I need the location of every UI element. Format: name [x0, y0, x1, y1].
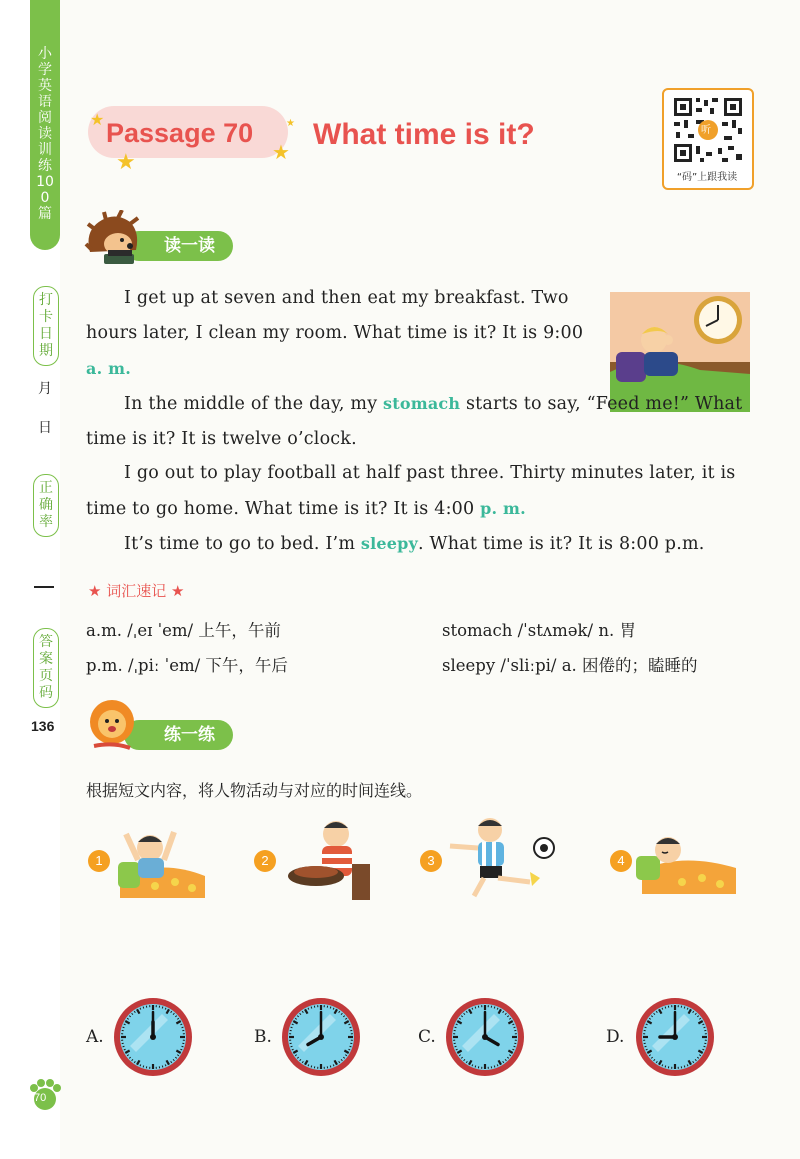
star-icon: ★: [88, 582, 102, 600]
instruction: 根据短文内容，将人物活动与对应的时间连线。: [86, 781, 423, 800]
clock-tick: [143, 1066, 144, 1068]
checkin-date-label: 打卡日期: [33, 286, 59, 366]
clock-tick: [665, 1066, 666, 1068]
star-icon: ★: [90, 110, 105, 129]
clock-tick: [330, 1007, 331, 1009]
clock-center: [150, 1034, 156, 1040]
boy-stretching-in-bed-illustration[interactable]: [110, 818, 210, 898]
paragraph-1: [86, 281, 592, 387]
lion-icon: [84, 696, 144, 754]
clock-tick: [684, 1066, 685, 1068]
vocab-item: p.m. /ˌpiː ˈem/ 下午，午后: [86, 656, 288, 675]
clock-tick: [475, 1066, 476, 1068]
clock-tick: [494, 1066, 495, 1068]
boy-playing-football-illustration[interactable]: [444, 812, 564, 902]
qr-caption: “码”上跟我读: [676, 172, 738, 183]
vocab-item: sleepy /ˈsliːpi/ a. 困倦的；瞌睡的: [442, 656, 698, 675]
divider: [34, 586, 54, 588]
clock-tick: [645, 1046, 647, 1047]
page-title: What time is it?: [313, 118, 535, 151]
option-letter: B.: [254, 1027, 272, 1047]
clock-tick: [494, 1007, 495, 1009]
activity-number: 2: [254, 850, 276, 872]
option-letter: D.: [606, 1027, 625, 1047]
clock-tick: [455, 1046, 457, 1047]
star-icon: ★: [286, 118, 295, 129]
activity-number: 1: [88, 850, 110, 872]
star-icon: ★: [116, 150, 136, 175]
paragraph-3-text: I go out to play football at half past three. Thirty minutes later, it is time to go home. What time is it? It is 4:00: [86, 463, 736, 519]
keyword-sleepy: sleepy: [360, 534, 419, 553]
clock-center: [672, 1034, 678, 1040]
boy-sleeping-illustration[interactable]: [632, 822, 738, 894]
accuracy-label: 正确率: [33, 474, 59, 537]
clock-tick: [330, 1066, 331, 1068]
paragraph-4-text-b: . What time is it? It is 8:00 p.m.: [418, 534, 705, 554]
star-icon: ★: [171, 582, 185, 600]
clock-tick: [514, 1046, 516, 1047]
clock-center: [482, 1034, 488, 1040]
paragraph-4-text-a: It’s time to go to bed. I’m: [124, 534, 361, 554]
clock-center: [318, 1034, 324, 1040]
clock-tick: [311, 1066, 312, 1068]
clock-tick: [123, 1046, 125, 1047]
practice-section-header: 练一练: [124, 720, 233, 750]
vocab-item: a.m. /ˌeɪ ˈem/ 上午，午前: [86, 621, 281, 640]
clock-tick: [162, 1007, 163, 1009]
option-letter: A.: [86, 1027, 104, 1047]
clock-c-icon[interactable]: [444, 996, 526, 1078]
read-section-header: 读一读: [124, 231, 233, 261]
clock-tick: [311, 1007, 312, 1009]
paragraph-4: [86, 526, 750, 562]
paragraph-2-text-a: In the middle of the day, my: [124, 394, 384, 414]
page-number: 70: [34, 1092, 47, 1104]
clock-tick: [475, 1007, 476, 1009]
clock-b-icon[interactable]: [280, 996, 362, 1078]
keyword-pm: p. m.: [480, 499, 526, 518]
paragraph-2: [86, 386, 750, 457]
series-title-tab: [30, 0, 60, 250]
keyword-stomach: stomach: [383, 394, 461, 413]
option-letter: C.: [418, 1027, 436, 1047]
clock-tick: [182, 1046, 184, 1047]
star-icon: ★: [272, 140, 290, 164]
month-label: 月: [38, 381, 52, 397]
clock-tick: [455, 1027, 457, 1028]
answer-page-number: 136: [31, 718, 55, 734]
clock-tick: [291, 1027, 293, 1028]
activity-number: 4: [610, 850, 632, 872]
paragraph-2-text-b: starts to say, “Feed me!” What time is it? It is twelve o’clock.: [86, 394, 743, 449]
boy-eating-lunch-illustration[interactable]: [280, 814, 380, 904]
clock-d-icon[interactable]: [634, 996, 716, 1078]
keyword-am: a. m.: [86, 359, 132, 378]
clock-tick: [291, 1046, 293, 1047]
clock-tick: [665, 1007, 666, 1009]
day-label: 日: [38, 420, 52, 436]
passage-number: Passage 70: [106, 118, 254, 148]
answer-page-label: 答案页码: [33, 628, 59, 708]
clock-tick: [350, 1046, 352, 1047]
hedgehog-icon: [82, 210, 144, 270]
clock-tick: [182, 1027, 184, 1028]
series-title: 小学英语阅读训练100篇: [36, 46, 54, 222]
clock-tick: [350, 1027, 352, 1028]
activity-number: 3: [420, 850, 442, 872]
vocab-heading: [88, 580, 184, 601]
qr-listen-label: 听: [701, 125, 711, 136]
clock-tick: [684, 1007, 685, 1009]
vocab-title: 词汇速记: [106, 582, 167, 600]
paragraph-1-text: I get up at seven and then eat my breakfast. Two hours later, I clean my room. What time is it? It is 9:00: [86, 288, 584, 343]
clock-tick: [143, 1007, 144, 1009]
clock-tick: [704, 1046, 706, 1047]
clock-a-icon[interactable]: [112, 996, 194, 1078]
clock-tick: [162, 1066, 163, 1068]
clock-tick: [514, 1027, 516, 1028]
clock-tick: [123, 1027, 125, 1028]
paragraph-3: [86, 456, 750, 527]
clock-tick: [645, 1027, 647, 1028]
clock-tick: [704, 1027, 706, 1028]
vocab-item: stomach /ˈstʌmək/ n. 胃: [442, 621, 636, 640]
